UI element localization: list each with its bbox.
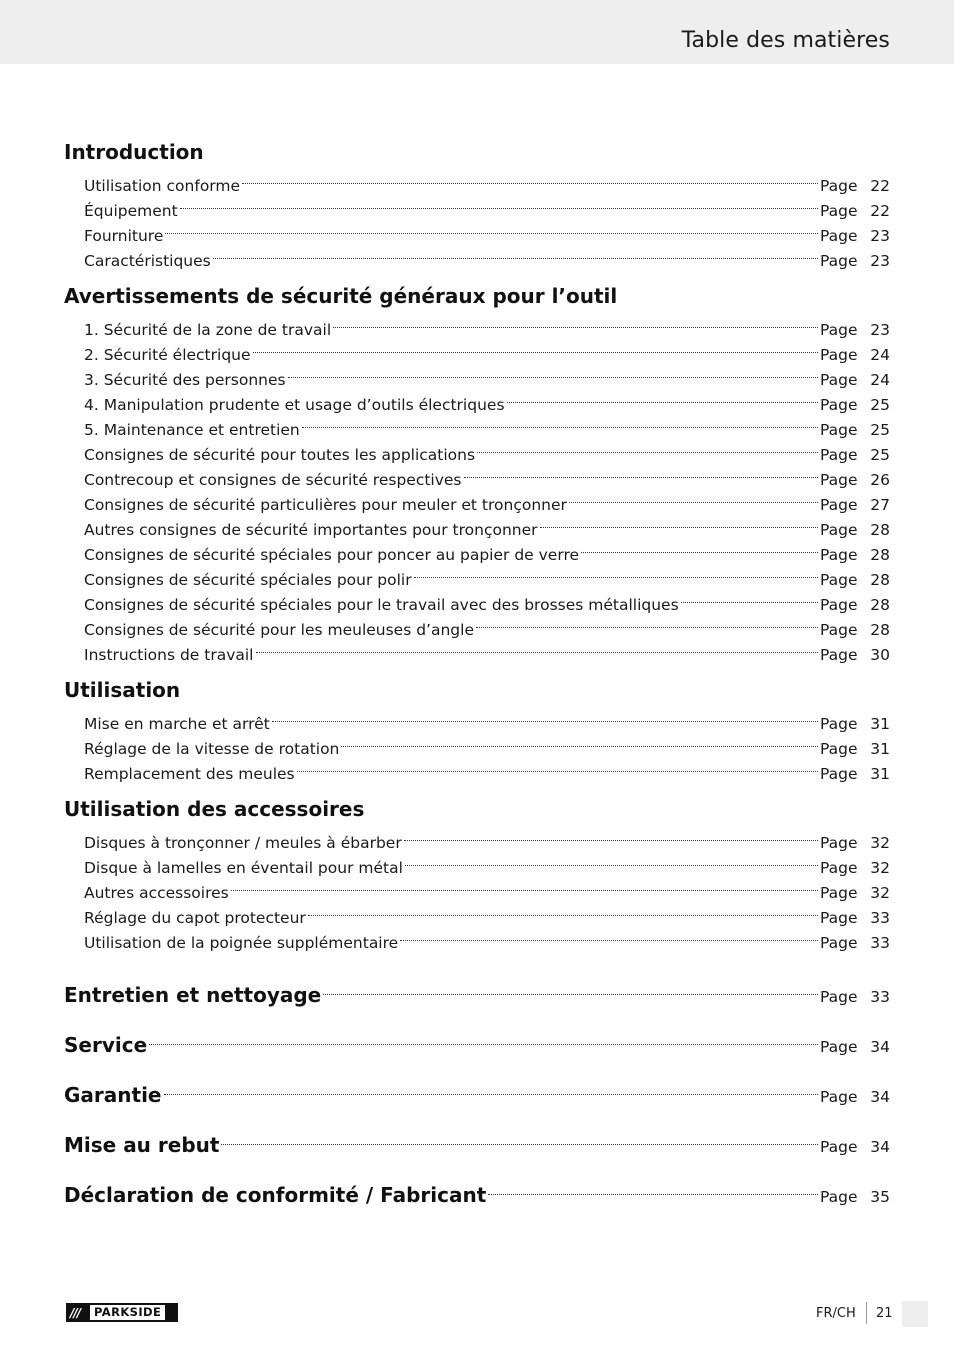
- page-number: 34: [870, 1088, 890, 1106]
- page-number: 30: [870, 646, 890, 664]
- entry-label: Consignes de sécurité spéciales pour polir: [84, 571, 412, 589]
- dot-leader: [221, 1122, 818, 1152]
- entry-label: Consignes de sécurité spéciales pour le travail avec des brosses métalliques: [84, 596, 679, 614]
- dot-leader: [488, 1172, 818, 1202]
- section-title: Garantie: [64, 1083, 162, 1107]
- toc-section-introduction: [64, 138, 890, 270]
- page-word: Page: [820, 1138, 858, 1156]
- toc-section-safety-warnings: [64, 282, 890, 664]
- entry-label: Réglage de la vitesse de rotation: [84, 740, 340, 758]
- page-number: 34: [870, 1138, 890, 1156]
- page-word: Page: [820, 765, 858, 783]
- toc-section-service[interactable]: [64, 1014, 890, 1064]
- page-number: 34: [870, 1038, 890, 1056]
- page-number: 33: [870, 988, 890, 1006]
- page-number: 32: [870, 884, 890, 902]
- entry-label: Consignes de sécurité particulières pour meuler et tronçonner: [84, 496, 567, 514]
- entry-label: 4. Manipulation prudente et usage d’outils électriques: [84, 396, 505, 414]
- page-word: Page: [820, 421, 858, 439]
- entry-label: Remplacement des meules: [84, 765, 295, 783]
- dot-leader: [405, 848, 818, 873]
- page-number: 22: [870, 177, 890, 195]
- dot-leader: [149, 1022, 818, 1052]
- page-number: 32: [870, 834, 890, 852]
- page-word: Page: [820, 740, 858, 758]
- dot-leader: [272, 704, 818, 729]
- toc-entry[interactable]: [64, 241, 890, 270]
- dot-leader: [681, 585, 818, 610]
- toc-section-mise-au-rebut[interactable]: [64, 1114, 890, 1164]
- page-word: Page: [820, 252, 858, 270]
- page-number: 27: [870, 496, 890, 514]
- entry-label: Consignes de sécurité pour toutes les applications: [84, 446, 476, 464]
- page-word: Page: [820, 446, 858, 464]
- section-title: Service: [64, 1033, 148, 1057]
- page-number: 28: [870, 621, 890, 639]
- page-number: 28: [870, 546, 890, 564]
- dot-leader: [400, 923, 818, 948]
- dot-leader: [464, 460, 818, 485]
- page-number: 26: [870, 471, 890, 489]
- entry-label: Disques à tronçonner / meules à ébarber: [84, 834, 402, 852]
- page-number: 23: [870, 227, 890, 245]
- page-word: Page: [820, 909, 858, 927]
- dot-leader: [477, 435, 818, 460]
- page-word: Page: [820, 1188, 858, 1206]
- logo-brand: PARKSIDE: [90, 1305, 165, 1320]
- toc-entry[interactable]: [64, 823, 890, 852]
- entry-label: Utilisation de la poignée supplémentaire: [84, 934, 399, 952]
- entry-label: 2. Sécurité électrique: [84, 346, 251, 364]
- page-number: 22: [870, 202, 890, 220]
- dot-leader: [297, 754, 818, 779]
- toc-section-entretien[interactable]: [64, 964, 890, 1014]
- entry-label: 5. Maintenance et entretien: [84, 421, 300, 439]
- parkside-logo: [66, 1303, 178, 1322]
- page-word: Page: [820, 646, 858, 664]
- page-word: Page: [820, 621, 858, 639]
- entry-label: Consignes de sécurité spéciales pour poncer au papier de verre: [84, 546, 580, 564]
- dot-leader: [165, 216, 818, 241]
- page-word: Page: [820, 884, 858, 902]
- dot-leader: [404, 823, 818, 848]
- dot-leader: [288, 360, 818, 385]
- page-number: 28: [870, 596, 890, 614]
- page-word: Page: [820, 546, 858, 564]
- page-word: Page: [820, 596, 858, 614]
- page-word: Page: [820, 496, 858, 514]
- page-word: Page: [820, 471, 858, 489]
- dot-leader: [341, 729, 818, 754]
- page-number: 32: [870, 859, 890, 877]
- entry-label: Utilisation conforme: [84, 177, 241, 195]
- page-number: 25: [870, 421, 890, 439]
- section-title: Avertissements de sécurité généraux pour l’outil: [64, 284, 618, 308]
- toc-section-declaration[interactable]: [64, 1164, 890, 1214]
- entry-label: Instructions de travail: [84, 646, 254, 664]
- page-word: Page: [820, 177, 858, 195]
- page-word: Page: [820, 371, 858, 389]
- section-title: Utilisation des accessoires: [64, 797, 365, 821]
- page-word: Page: [820, 321, 858, 339]
- dot-leader: [507, 385, 818, 410]
- toc-entry[interactable]: [64, 216, 890, 245]
- entry-label: Autres consignes de sécurité importantes pour tronçonner: [84, 521, 538, 539]
- entry-label: Autres accessoires: [84, 884, 229, 902]
- toc-entry[interactable]: [64, 191, 890, 220]
- entry-label: Équipement: [84, 202, 178, 220]
- dot-leader: [333, 310, 818, 335]
- page-number: 25: [870, 446, 890, 464]
- page-number: 31: [870, 740, 890, 758]
- page-word: Page: [820, 396, 858, 414]
- section-title: Déclaration de conformité / Fabricant: [64, 1183, 487, 1207]
- page-number: 28: [870, 521, 890, 539]
- page-number: 31: [870, 715, 890, 733]
- section-title: Introduction: [64, 140, 204, 164]
- toc-section-garantie[interactable]: [64, 1064, 890, 1114]
- page-word: Page: [820, 346, 858, 364]
- dot-leader: [213, 241, 818, 266]
- page-word: Page: [820, 934, 858, 952]
- dot-leader: [256, 635, 819, 660]
- toc-entry[interactable]: [64, 166, 890, 195]
- page-number: 33: [870, 934, 890, 952]
- toc-section-utilisation: [64, 676, 890, 783]
- page-title: Table des matières: [681, 28, 890, 53]
- page-word: Page: [820, 521, 858, 539]
- page-number: 23: [870, 252, 890, 270]
- page-number: 31: [870, 765, 890, 783]
- dot-leader: [540, 510, 818, 535]
- page-number: 24: [870, 346, 890, 364]
- dot-leader: [581, 535, 818, 560]
- page-word: Page: [820, 988, 858, 1006]
- page-word: Page: [820, 571, 858, 589]
- page-word: Page: [820, 1038, 858, 1056]
- entry-label: Réglage du capot protecteur: [84, 909, 306, 927]
- table-of-contents: [64, 138, 890, 1214]
- dot-leader: [308, 898, 818, 923]
- page-number-footer: 21: [876, 1306, 893, 1321]
- page-number: 25: [870, 396, 890, 414]
- toc-entry[interactable]: [64, 704, 890, 733]
- page-number: 33: [870, 909, 890, 927]
- section-title: Entretien et nettoyage: [64, 983, 322, 1007]
- page-number: 28: [870, 571, 890, 589]
- page-word: Page: [820, 715, 858, 733]
- section-title: Utilisation: [64, 678, 181, 702]
- dot-leader: [253, 335, 818, 360]
- dot-leader: [302, 410, 818, 435]
- section-title: Mise au rebut: [64, 1133, 220, 1157]
- toc-entry[interactable]: [64, 310, 890, 339]
- toc-section-accessoires: [64, 795, 890, 952]
- page-number: 23: [870, 321, 890, 339]
- dot-leader: [180, 191, 818, 216]
- logo-slashes: ///: [70, 1305, 81, 1320]
- dot-leader: [569, 485, 818, 510]
- entry-label: 3. Sécurité des personnes: [84, 371, 286, 389]
- entry-label: Consignes de sécurité pour les meuleuses d’angle: [84, 621, 474, 639]
- dot-leader: [414, 560, 818, 585]
- page-word: Page: [820, 859, 858, 877]
- entry-label: 1. Sécurité de la zone de travail: [84, 321, 332, 339]
- dot-leader: [476, 610, 818, 635]
- page-word: Page: [820, 834, 858, 852]
- dot-leader: [164, 1072, 819, 1102]
- footer-divider: [866, 1302, 867, 1324]
- dot-leader: [323, 972, 818, 1002]
- dot-leader: [242, 166, 818, 191]
- page-word: Page: [820, 227, 858, 245]
- language-code: FR/CH: [816, 1306, 856, 1321]
- dot-leader: [231, 873, 818, 898]
- entry-label: Contrecoup et consignes de sécurité respectives: [84, 471, 462, 489]
- footer-tab: [902, 1301, 928, 1327]
- entry-label: Mise en marche et arrêt: [84, 715, 270, 733]
- entry-label: Caractéristiques: [84, 252, 211, 270]
- entry-label: Disque à lamelles en éventail pour métal: [84, 859, 403, 877]
- page-word: Page: [820, 1088, 858, 1106]
- page-number: 35: [870, 1188, 890, 1206]
- page-word: Page: [820, 202, 858, 220]
- page-number: 24: [870, 371, 890, 389]
- entry-label: Fourniture: [84, 227, 164, 245]
